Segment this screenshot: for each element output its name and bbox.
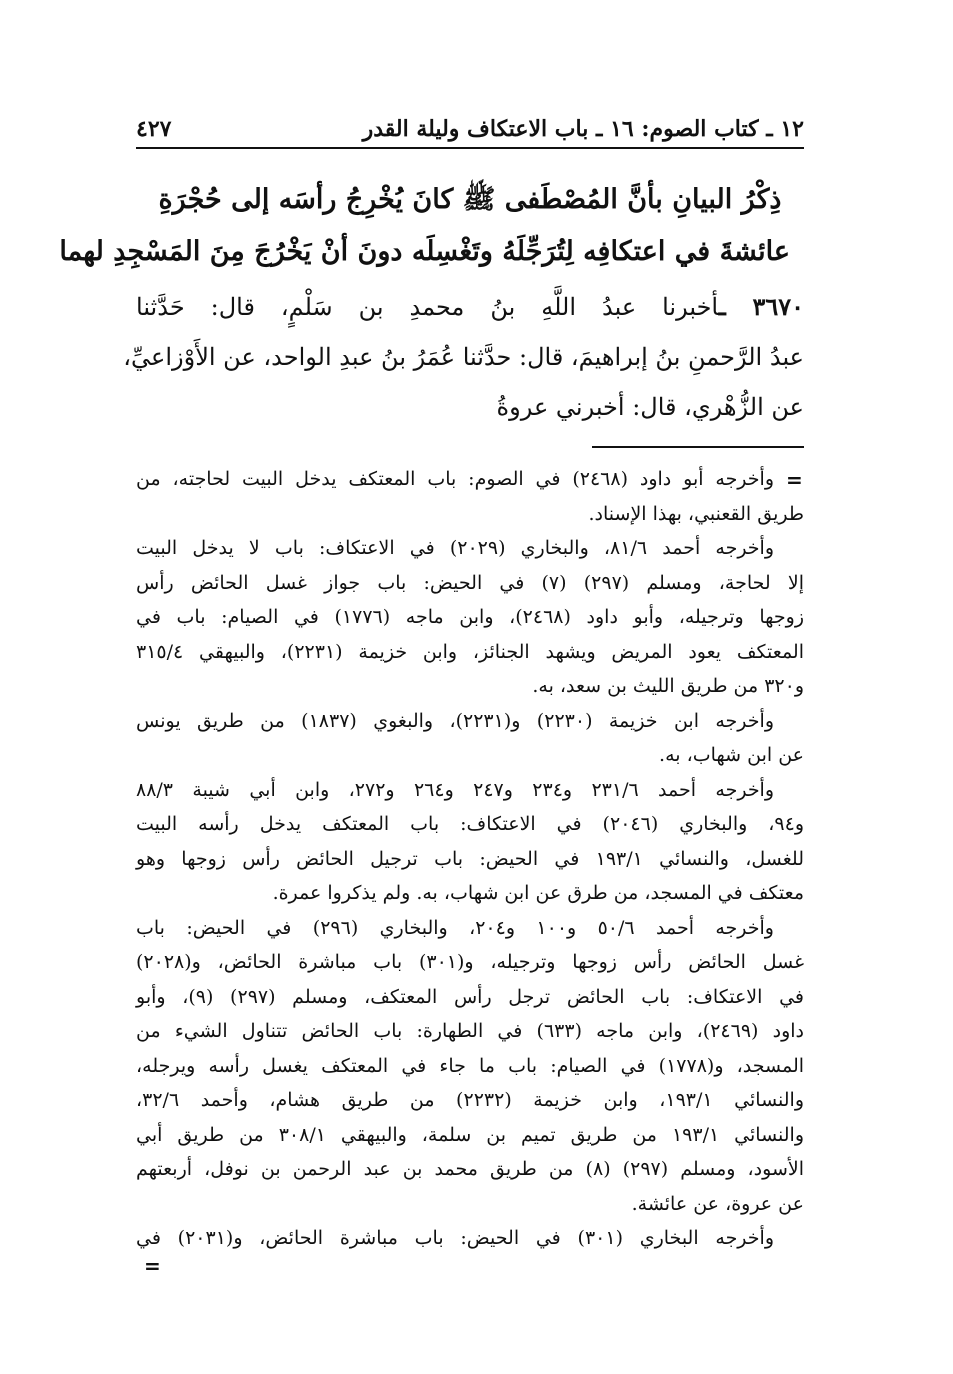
footnote-line: المعتكف يعود المريض ويشهد الجنائز، وابن خزيمة (٢٢٣١)، والبيهقي ٣١٥/٤ [136, 640, 804, 663]
footnote-line: وأخرجه أبو داود (٢٤٦٨) في الصوم: باب المعتكف يدخل البيت لحاجته، من [136, 468, 774, 490]
hadith-line [136, 282, 804, 332]
footnote-line: للغسل، والنسائي ١٩٣/١ في الحيض: باب ترجيل الحائض رأس زوجها وهو [136, 847, 804, 870]
footnote-line: وأخرجه أحمد ٢٣١/٦ و٢٣٤ و٢٤٧ و٢٦٤ و٢٧٢، وابن أبي شيبة ٨٨/٣ [136, 778, 775, 801]
hadith-line: عبدُ الرَّحمنِ بنُ إبراهيمَ، قال: حدَّثنا عُمَرُ بنُ عبدِ الواحد، عن الأَوْزاعيِّ، [123, 343, 804, 371]
footnote-line: عن ابن شهاب، به. [659, 744, 804, 766]
footnote-separator [592, 446, 804, 448]
header-title: ١٢ ـ كتاب الصوم: ١٦ ـ باب الاعتكاف وليلة القدر [362, 116, 804, 142]
footnote-line: إلا لحاجة، ومسلم (٢٩٧) (٧) في الحيض: باب جواز غسل الحائض رأس [136, 571, 804, 594]
hadith-line: عن الزُّهْري، قال: أخبرني عروةُ [496, 393, 804, 421]
hadith-line-text: أخبرنا عبدُ اللَّهِ بنُ محمدِ بن سَلْمٍ، قال: حَدَّثنا [136, 293, 719, 321]
footnote-line: وأخرجه ابن خزيمة (٢٢٣٠) و(٢٢٣١)، والبغوي (١٨٣٧) من طريق يونس [136, 709, 774, 732]
footnote-line: وأخرجه أحمد ٨١/٦، والبخاري (٢٠٢٩) في الاعتكاف: باب لا يدخل البيت [136, 537, 774, 559]
continuation-mark-top: = [786, 468, 803, 492]
footnote-line: والنسائي ١٩٣/١، وابن خزيمة (٢٢٣٢) من طريق هشام، وأحمد ٣٢/٦، [136, 1089, 804, 1111]
footnote-line: و٣٢٠ من طريق الليث بن سعد، به. [532, 675, 804, 697]
header-rule [136, 147, 804, 149]
running-header [136, 112, 804, 148]
footnote-line: والنسائي ١٩٣/١ من طريق تميم بن سلمة، والبيهقي ٣٠٨/١ من طريق أبي [136, 1123, 804, 1146]
footnote-line: معتكف في المسجد، من طرق عن ابن شهاب، به. ولم يذكروا عمرة. [272, 882, 804, 904]
chapter-heading [59, 174, 790, 278]
footnote-line: عن عروة، عن عائشة. [631, 1192, 804, 1215]
footnote-line: داود (٢٤٦٩)، وابن ماجه (٦٣٣) في الطهارة: باب الحائض تتناول الشيء من [136, 1020, 805, 1042]
footnotes [136, 462, 804, 1256]
footnote-line: وأخرجه أحمد ٥٠/٦ و١٠٠ و٢٠٤، والبخاري (٢٩٦) في الحيض: باب [136, 916, 774, 939]
footnote-line: غسل الحائض رأس زوجها وترجيله، و(٣٠١) باب مباشرة الحائض، و(٢٠٢٨) [136, 951, 805, 973]
hadith-text [123, 282, 804, 432]
footnote-line: الأسود، ومسلم (٢٩٧) (٨) من طريق محمد بن عبد الرحمن بن نوفل، أربعتهم [136, 1158, 804, 1180]
footnote-line: زوجها وترجيله، وأبو داود (٢٤٦٨)، وابن ماجه (١٧٧٦) في الصيام: باب في [136, 606, 804, 628]
chapter-heading-line: عائشةَ في اعتكافِه لِتُرَجِّلَهُ وتَغْسِلَه دونَ أنْ يَخْرُجَ مِنَ المَسْجِدِ لهما [59, 236, 790, 267]
footnote-line: في الاعتكاف: باب الحائض ترجل رأس المعتكف، ومسلم (٢٩٧) (٩)، وأبو [136, 985, 804, 1008]
footnote-line: طريق القعنبي، بهذا الإسناد. [588, 502, 804, 525]
hadith-number: ٣٦٧٠ ـ [718, 292, 804, 321]
page-number: ٤٢٧ [136, 116, 172, 142]
chapter-heading-line: ذِكْرُ البيانِ بأنَّ المُصْطَفى ﷺ كانَ يُخْرِجُ رأسَه إلى حُجْرَةِ [158, 184, 782, 215]
footnote-line: وأخرجه البخاري (٣٠١) في الحيض: باب مباشرة الحائض، و(٢٠٣١) في [136, 1227, 774, 1249]
footnote-line: المسجد، و(١٧٧٨) في الصيام: باب ما جاء في المعتكف يغسل رأسه ويرجله، [136, 1054, 805, 1077]
footnote-line: و٩٤، والبخاري (٢٠٤٦) في الاعتكاف: باب المعتكف يدخل رأسه البيت [136, 813, 805, 835]
continuation-mark-bottom: = [144, 1254, 161, 1278]
